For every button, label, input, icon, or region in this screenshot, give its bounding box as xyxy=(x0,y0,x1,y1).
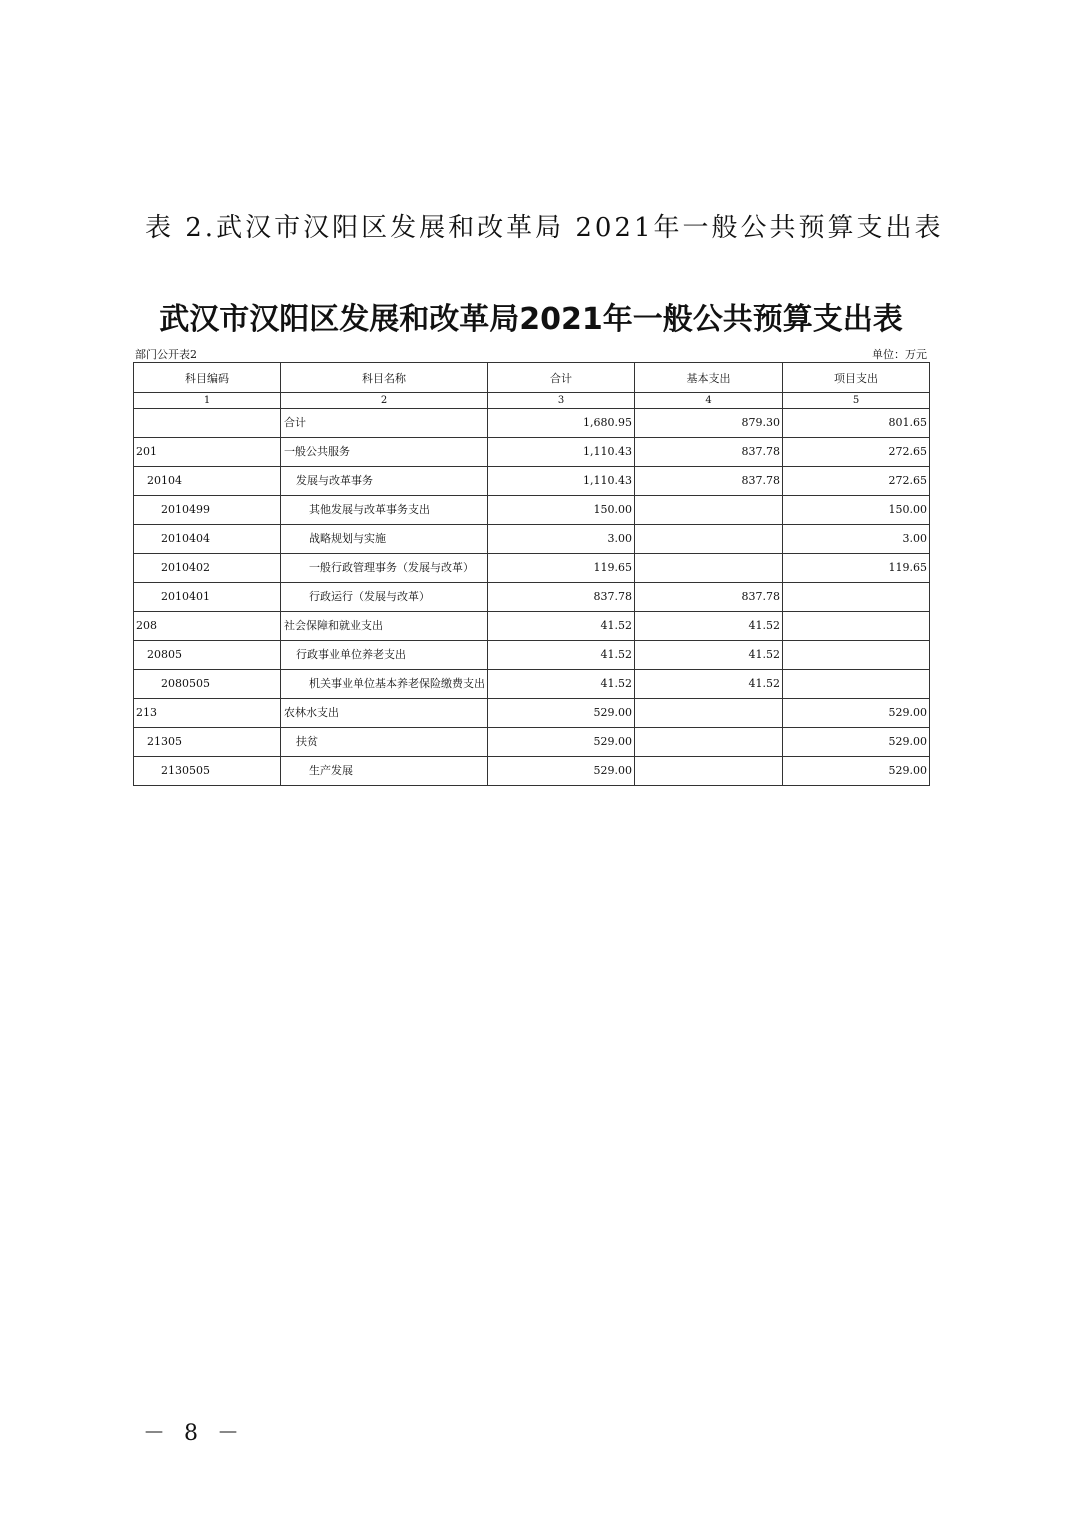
header-total: 合计 xyxy=(488,363,635,393)
table-header-row xyxy=(134,363,930,393)
basic-value xyxy=(635,728,783,757)
basic-value: 837.78 xyxy=(635,467,783,496)
basic-value: 41.52 xyxy=(635,612,783,641)
project-value: 119.65 xyxy=(783,554,930,583)
project-value: 272.65 xyxy=(783,438,930,467)
project-value xyxy=(783,670,930,699)
project-value: 3.00 xyxy=(783,525,930,554)
total-value: 119.65 xyxy=(488,554,635,583)
subject-name: 一般行政管理事务（发展与改革） xyxy=(281,554,488,583)
column-index: 4 xyxy=(635,393,783,409)
table-row xyxy=(134,438,930,467)
table-row xyxy=(134,583,930,612)
table-row xyxy=(134,409,930,438)
subject-code: 20805 xyxy=(134,641,281,670)
project-value xyxy=(783,583,930,612)
table-row xyxy=(134,612,930,641)
table-row xyxy=(134,554,930,583)
total-value: 529.00 xyxy=(488,699,635,728)
subject-name: 扶贫 xyxy=(281,728,488,757)
basic-value xyxy=(635,554,783,583)
document-heading: 表 2.武汉市汉阳区发展和改革局 2021年一般公共预算支出表 xyxy=(145,213,944,243)
total-value: 837.78 xyxy=(488,583,635,612)
column-index: 3 xyxy=(488,393,635,409)
table-number-label: 部门公开表2 xyxy=(135,348,197,361)
basic-value: 837.78 xyxy=(635,583,783,612)
subject-name: 发展与改革事务 xyxy=(281,467,488,496)
total-value: 41.52 xyxy=(488,641,635,670)
project-value: 529.00 xyxy=(783,728,930,757)
subject-code: 21305 xyxy=(134,728,281,757)
table-row xyxy=(134,525,930,554)
subject-code: 2010404 xyxy=(134,525,281,554)
basic-value xyxy=(635,525,783,554)
project-value: 529.00 xyxy=(783,757,930,786)
basic-value: 837.78 xyxy=(635,438,783,467)
subject-name: 一般公共服务 xyxy=(281,438,488,467)
project-value: 272.65 xyxy=(783,467,930,496)
subject-code: 201 xyxy=(134,438,281,467)
table-title: 武汉市汉阳区发展和改革局2021年一般公共预算支出表 xyxy=(159,302,903,337)
subject-name: 其他发展与改革事务支出 xyxy=(281,496,488,525)
column-index: 5 xyxy=(783,393,930,409)
subject-name: 生产发展 xyxy=(281,757,488,786)
project-value xyxy=(783,641,930,670)
subject-name: 机关事业单位基本养老保险缴费支出 xyxy=(281,670,488,699)
header-name: 科目名称 xyxy=(281,363,488,393)
table-row xyxy=(134,467,930,496)
basic-value xyxy=(635,496,783,525)
basic-value: 41.52 xyxy=(635,670,783,699)
total-value: 1,110.43 xyxy=(488,467,635,496)
table-row xyxy=(134,496,930,525)
total-value: 150.00 xyxy=(488,496,635,525)
total-value: 41.52 xyxy=(488,670,635,699)
subject-name: 农林水支出 xyxy=(281,699,488,728)
header-basic: 基本支出 xyxy=(635,363,783,393)
subject-code: 208 xyxy=(134,612,281,641)
column-index: 1 xyxy=(134,393,281,409)
subject-code: 2010402 xyxy=(134,554,281,583)
column-index: 2 xyxy=(281,393,488,409)
page-number: － 8 － xyxy=(143,1421,245,1446)
budget-expenditure-table xyxy=(133,362,930,786)
subject-name: 合计 xyxy=(281,409,488,438)
basic-value xyxy=(635,757,783,786)
subject-code: 213 xyxy=(134,699,281,728)
total-value: 1,680.95 xyxy=(488,409,635,438)
column-index-row xyxy=(134,393,930,409)
project-value: 801.65 xyxy=(783,409,930,438)
subject-code: 2010401 xyxy=(134,583,281,612)
subject-name: 行政事业单位养老支出 xyxy=(281,641,488,670)
total-value: 529.00 xyxy=(488,757,635,786)
table-row xyxy=(134,728,930,757)
subject-code: 2130505 xyxy=(134,757,281,786)
subject-code: 2080505 xyxy=(134,670,281,699)
table-row xyxy=(134,757,930,786)
unit-label: 单位：万元 xyxy=(872,348,927,361)
total-value: 1,110.43 xyxy=(488,438,635,467)
basic-value: 879.30 xyxy=(635,409,783,438)
total-value: 3.00 xyxy=(488,525,635,554)
total-value: 529.00 xyxy=(488,728,635,757)
subject-code: 20104 xyxy=(134,467,281,496)
table-row xyxy=(134,641,930,670)
project-value xyxy=(783,612,930,641)
subject-name: 战略规划与实施 xyxy=(281,525,488,554)
basic-value xyxy=(635,699,783,728)
subject-name: 社会保障和就业支出 xyxy=(281,612,488,641)
table-row xyxy=(134,670,930,699)
project-value: 150.00 xyxy=(783,496,930,525)
header-code: 科目编码 xyxy=(134,363,281,393)
subject-code: 2010499 xyxy=(134,496,281,525)
project-value: 529.00 xyxy=(783,699,930,728)
subject-name: 行政运行（发展与改革） xyxy=(281,583,488,612)
basic-value: 41.52 xyxy=(635,641,783,670)
header-project: 项目支出 xyxy=(783,363,930,393)
total-value: 41.52 xyxy=(488,612,635,641)
table-row xyxy=(134,699,930,728)
subject-code xyxy=(134,409,281,438)
